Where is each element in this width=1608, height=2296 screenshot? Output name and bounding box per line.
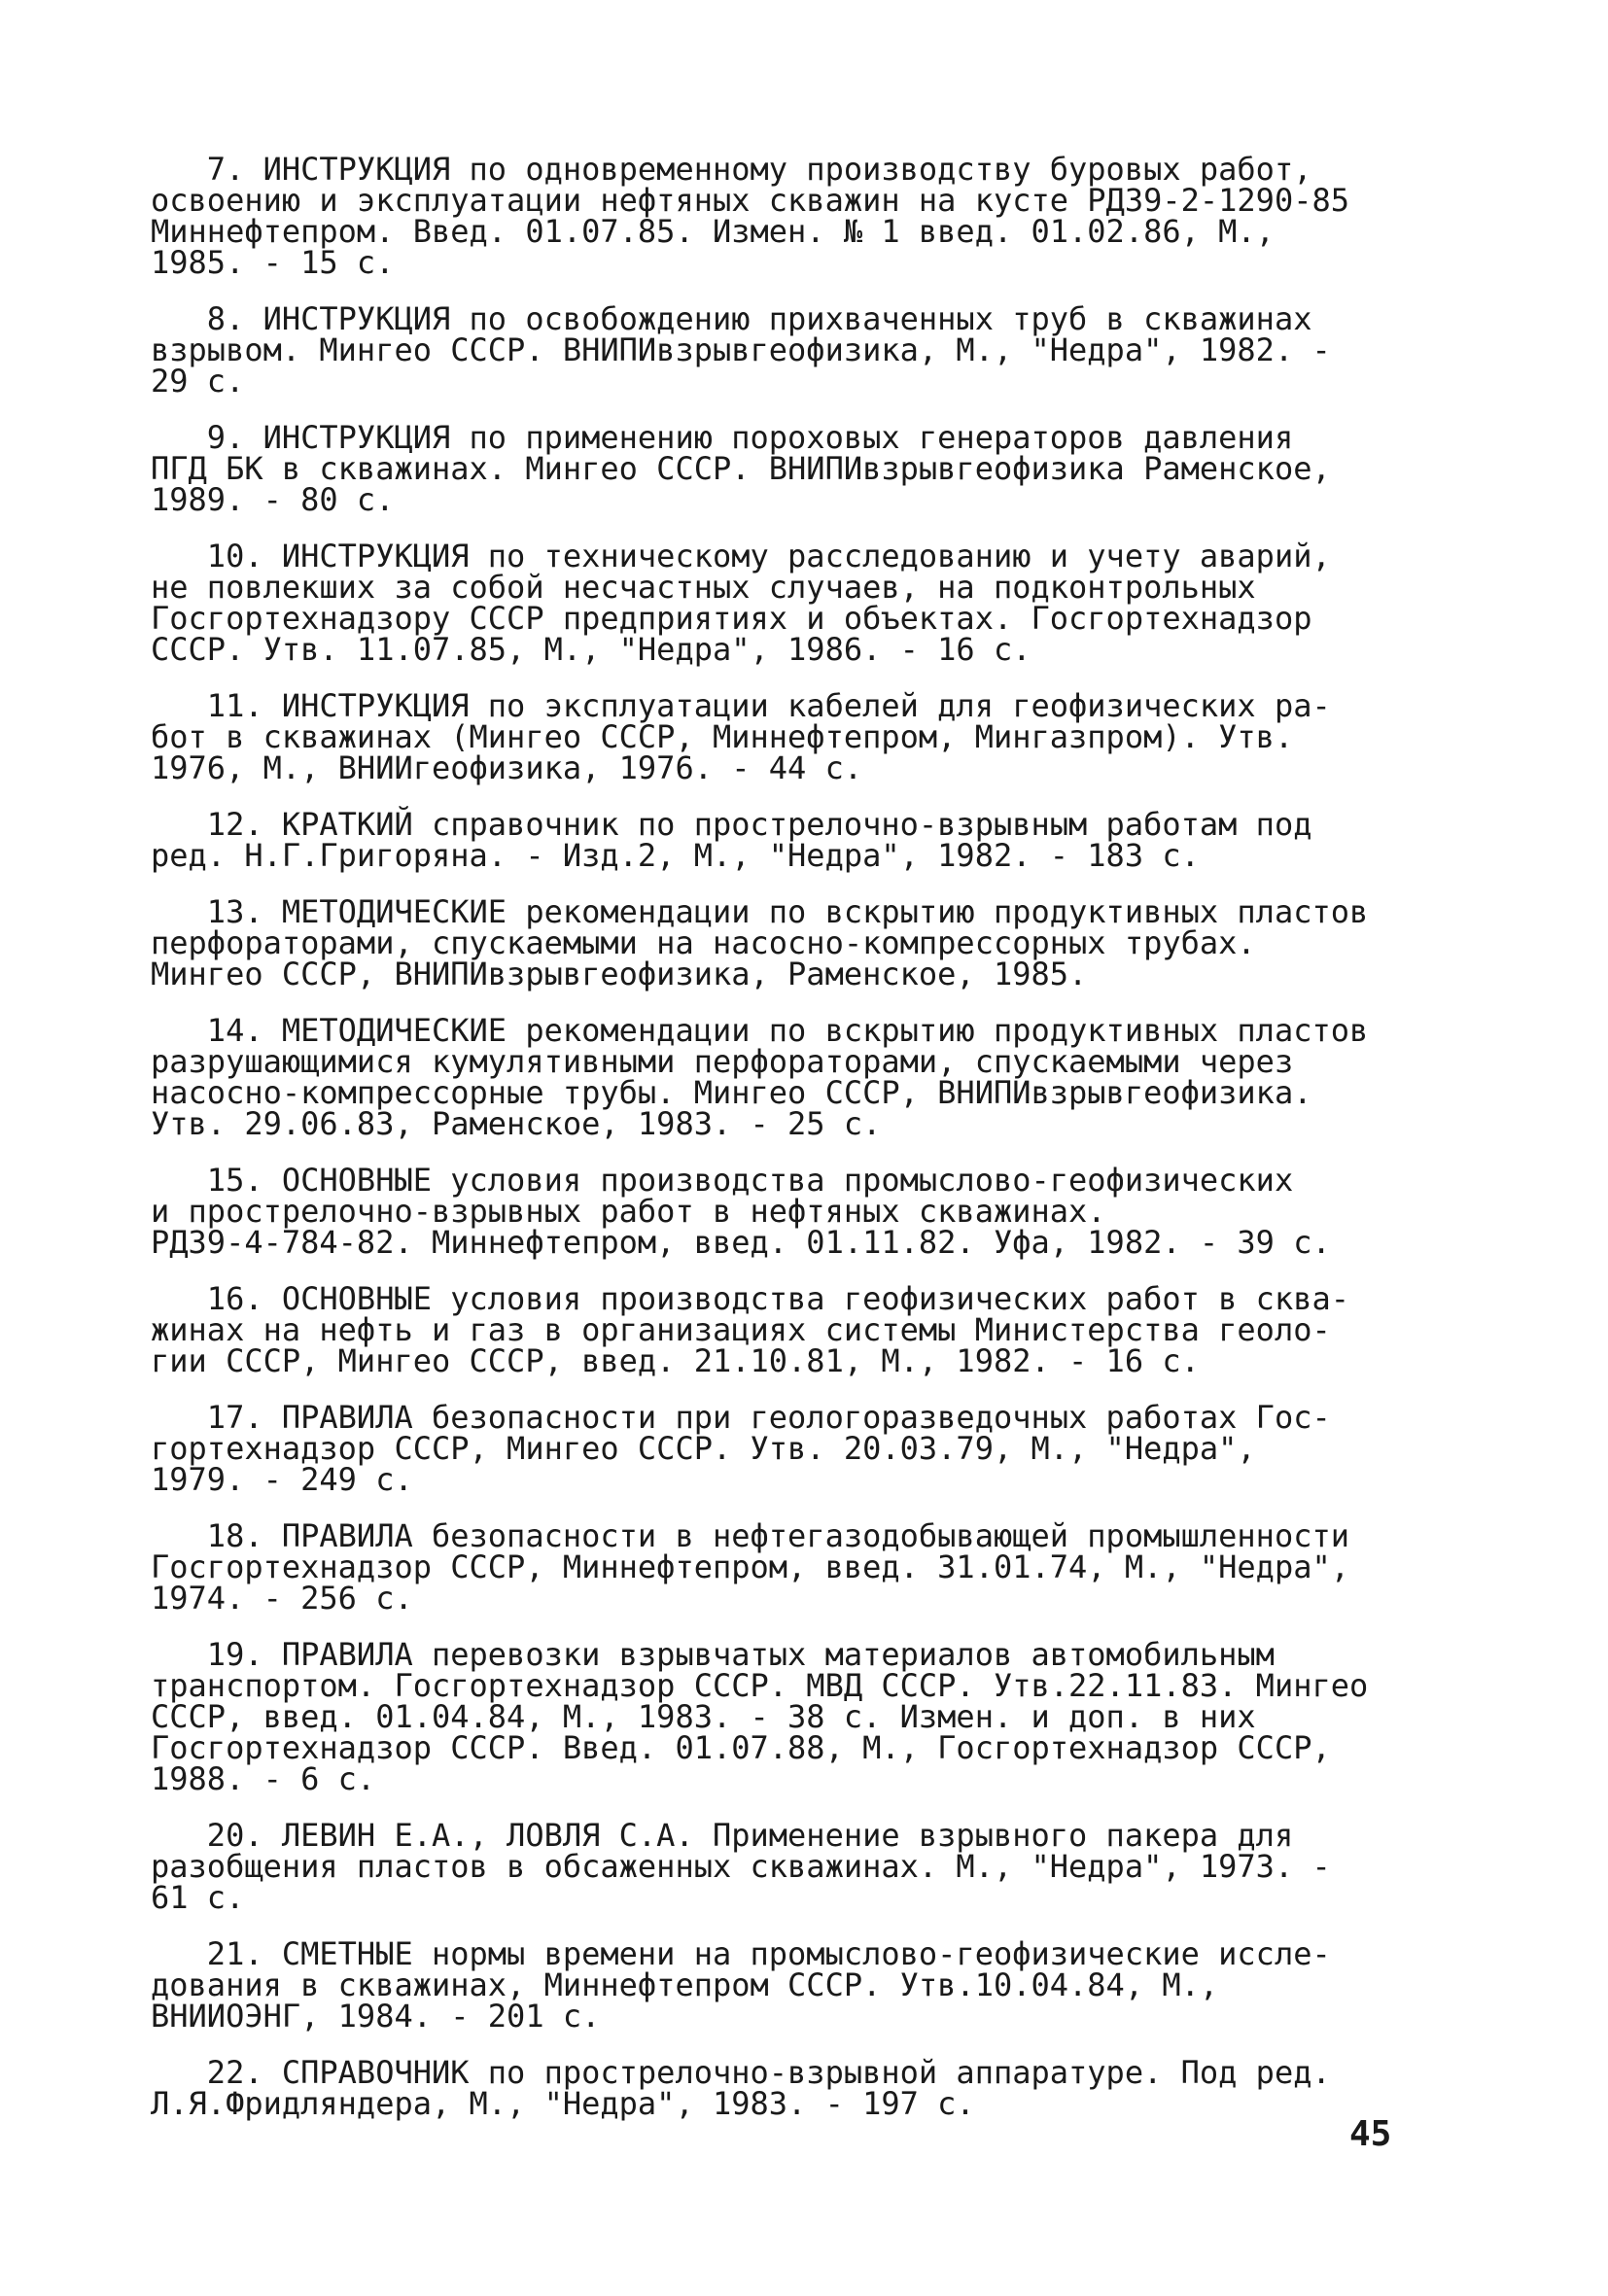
reference-line: СССР. Утв. 11.07.85, М., "Недра", 1986. - 16 с.	[151, 631, 1031, 668]
page-number: 45	[1349, 2114, 1392, 2154]
reference-line: перфораторами, спускаемыми на насосно-компрессорных трубах.	[151, 924, 1256, 961]
reference-item	[151, 1399, 1473, 1498]
reference-line: гии СССР, Мингео СССР, введ. 21.10.81, М., 1982. - 16 с.	[151, 1342, 1200, 1379]
reference-line: транспортом. Госгортехнадзор СССР. МВД СССР. Утв.22.11.83. Мингео	[151, 1667, 1369, 1704]
reference-line: бот в скважинах (Мингео СССР, Миннефтепром, Мингазпром). Утв.	[151, 718, 1294, 755]
reference-line: 12. КРАТКИЙ справочник по прострелочно-взрывным работам под	[151, 806, 1312, 843]
reference-item	[151, 151, 1473, 281]
reference-line: и прострелочно-взрывных работ в нефтяных скважинах.	[151, 1193, 1106, 1230]
reference-item	[151, 1517, 1473, 1617]
reference-item	[151, 893, 1473, 992]
reference-item	[151, 300, 1473, 400]
reference-line: насосно-компрессорные трубы. Мингео СССР, ВНИПИвзрывгеофизика.	[151, 1074, 1312, 1111]
reference-line: 13. МЕТОДИЧЕСКИЕ рекомендации по вскрытию продуктивных пластов	[151, 893, 1369, 930]
reference-line: 14. МЕТОДИЧЕСКИЕ рекомендации по вскрытию продуктивных пластов	[151, 1012, 1369, 1049]
reference-line: 22. СПРАВОЧНИК по прострелочно-взрывной аппаратуре. Под ред.	[151, 2054, 1331, 2091]
reference-item	[151, 1935, 1473, 2035]
reference-line: 61 с.	[151, 1879, 245, 1916]
reference-item	[151, 687, 1473, 786]
reference-item	[151, 1162, 1473, 1261]
reference-line: 20. ЛЕВИН Е.А., ЛОВЛЯ С.А. Применение взрывного пакера для	[151, 1817, 1294, 1854]
reference-line: ПГД БК в скважинах. Мингео СССР. ВНИПИвзрывгеофизика Раменское,	[151, 450, 1331, 487]
reference-line: 17. ПРАВИЛА безопасности при геологоразведочных работах Гос-	[151, 1399, 1331, 1436]
reference-line: 1976, М., ВНИИгеофизика, 1976. - 44 с.	[151, 749, 863, 786]
reference-line: разрушающимися кумулятивными перфораторами, спускаемыми через	[151, 1043, 1294, 1080]
reference-line: дования в скважинах, Миннефтепром СССР. Утв.10.04.84, М.,	[151, 1966, 1219, 2003]
reference-line: 8. ИНСТРУКЦИЯ по освобождению прихваченных труб в скважинах	[151, 300, 1312, 337]
reference-line: 18. ПРАВИЛА безопасности в нефтегазодобывающей промышленности	[151, 1517, 1349, 1554]
reference-line: освоению и эксплуатации нефтяных скважин на кусте РД39-2-1290-85	[151, 182, 1349, 219]
reference-item	[151, 1817, 1473, 1916]
reference-line: не повлекших за собой несчастных случаев, на подконтрольных	[151, 569, 1256, 606]
reference-line: 1989. - 80 с.	[151, 481, 395, 518]
reference-line: 1985. - 15 с.	[151, 244, 395, 281]
reference-line: 11. ИНСТРУКЦИЯ по эксплуатации кабелей для геофизических ра-	[151, 687, 1331, 724]
reference-line: 1974. - 256 с.	[151, 1580, 413, 1617]
reference-line: взрывом. Мингео СССР. ВНИПИвзрывгеофизика, М., "Недра", 1982. -	[151, 331, 1331, 368]
reference-line: 16. ОСНОВНЫЕ условия производства геофизических работ в сква-	[151, 1280, 1349, 1317]
reference-line: Миннефтепром. Введ. 01.07.85. Измен. № 1 введ. 01.02.86, М.,	[151, 213, 1275, 250]
reference-line: 19. ПРАВИЛА перевозки взрывчатых материалов автомобильным	[151, 1636, 1275, 1673]
reference-item	[151, 538, 1473, 668]
reference-line: Госгортехнадзор СССР, Миннефтепром, введ. 31.01.74, М., "Недра",	[151, 1548, 1349, 1585]
reference-item	[151, 806, 1473, 874]
reference-line: 21. СМЕТНЫЕ нормы времени на промыслово-геофизические иссле-	[151, 1935, 1331, 1972]
reference-line: СССР, введ. 01.04.84, М., 1983. - 38 с. Измен. и доп. в них	[151, 1698, 1256, 1735]
reference-item	[151, 419, 1473, 518]
reference-line: 1979. - 249 с.	[151, 1461, 413, 1498]
reference-line: 9. ИНСТРУКЦИЯ по применению пороховых генераторов давления	[151, 419, 1294, 456]
reference-list	[151, 151, 1473, 2122]
reference-item	[151, 2054, 1473, 2122]
reference-line: 10. ИНСТРУКЦИЯ по техническому расследованию и учету аварий,	[151, 538, 1331, 574]
reference-line: Госгортехнадзор СССР. Введ. 01.07.88, М., Госгортехнадзор СССР,	[151, 1729, 1331, 1766]
reference-line: жинах на нефть и газ в организациях системы Министерства геоло-	[151, 1311, 1331, 1348]
reference-item	[151, 1636, 1473, 1797]
reference-line: 1988. - 6 с.	[151, 1760, 376, 1797]
reference-line: 29 с.	[151, 363, 245, 400]
reference-line: ред. Н.Г.Григоряна. - Изд.2, М., "Недра", 1982. - 183 с.	[151, 837, 1200, 874]
reference-line: гортехнадзор СССР, Мингео СССР. Утв. 20.03.79, М., "Недра",	[151, 1430, 1256, 1467]
reference-line: 15. ОСНОВНЫЕ условия производства промыслово-геофизических	[151, 1162, 1294, 1199]
reference-line: Госгортехнадзору СССР предприятиях и объектах. Госгортехнадзор	[151, 600, 1312, 637]
reference-item	[151, 1012, 1473, 1142]
reference-line: Л.Я.Фридляндера, М., "Недра", 1983. - 197 с.	[151, 2085, 975, 2122]
reference-line: РД39-4-784-82. Миннефтепром, введ. 01.11.82. Уфа, 1982. - 39 с.	[151, 1224, 1331, 1261]
reference-line: ВНИИОЭНГ, 1984. - 201 с.	[151, 1998, 601, 2035]
reference-line: Утв. 29.06.83, Раменское, 1983. - 25 с.	[151, 1105, 882, 1142]
reference-item	[151, 1280, 1473, 1379]
reference-line: разобщения пластов в обсаженных скважинах. М., "Недра", 1973. -	[151, 1848, 1331, 1885]
reference-line: Мингео СССР, ВНИПИвзрывгеофизика, Раменское, 1985.	[151, 956, 1088, 992]
reference-line: 7. ИНСТРУКЦИЯ по одновременному производству буровых работ,	[151, 151, 1312, 188]
